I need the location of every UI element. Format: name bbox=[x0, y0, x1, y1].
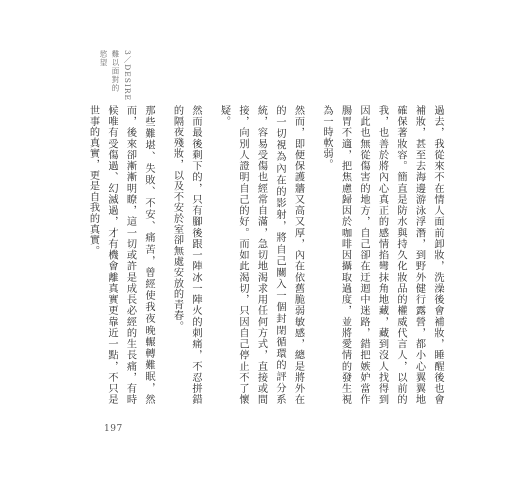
paragraph-4: 那些難堪、失敗、不安、痛苦，曾經使我夜晚輾轉難眠，然而，後來卻漸漸明瞭，這一切或許是成長必經的生長痛，有時候唯有受傷過、幻滅過，才有機會離真實更靠近一點，不只是世事的真實，更是自我的真實。 bbox=[87, 105, 154, 405]
body-text bbox=[83, 105, 446, 405]
paragraph-2: 然而，即便保護牆又高又厚，內在依舊脆弱敏感，總是將外在的一切視為內在的影射，將自己關入一個封閉循環的評分系統，容易受傷也經常自滿，急切地渴求用任何方式，直接或間接，向別人證明自己的好。而如此渴切，只因自己停止不了懷疑。 bbox=[218, 105, 304, 405]
header-chapter: 3／DESIRE bbox=[123, 50, 132, 101]
paragraph-3: 然而最後剩下的，只有腳後跟一陣冰一陣火的刺痛，不忍拼錯的隔夜殘妝，以及不安於室卻無處安放的青春。 bbox=[171, 105, 201, 405]
page-number: 197 bbox=[104, 424, 123, 434]
header-title: 慾望 bbox=[99, 50, 108, 67]
paragraph-1: 過去，我從來不在情人面前卸妝，洗澡後會補妝，睡醒後也會補妝，甚至去海邊游泳浮潛，到野外健行露營，都小心翼翼地確保著妝容。簡直是防水與持久化妝品的權威代言人，以前的我，也善於將內心真正的感情掐彎抹角地藏，藏到沒人找得到因此也無從傷害的地方，自己卻在迂迴中迷路，錯把嫉妒當作腸胃不適，把焦慮歸因於咖啡因攝取過度，並將愛情的發生視為一時軟弱。 bbox=[321, 105, 443, 405]
header-subtitle: 難以面對的 bbox=[111, 50, 120, 93]
running-header bbox=[99, 50, 132, 101]
